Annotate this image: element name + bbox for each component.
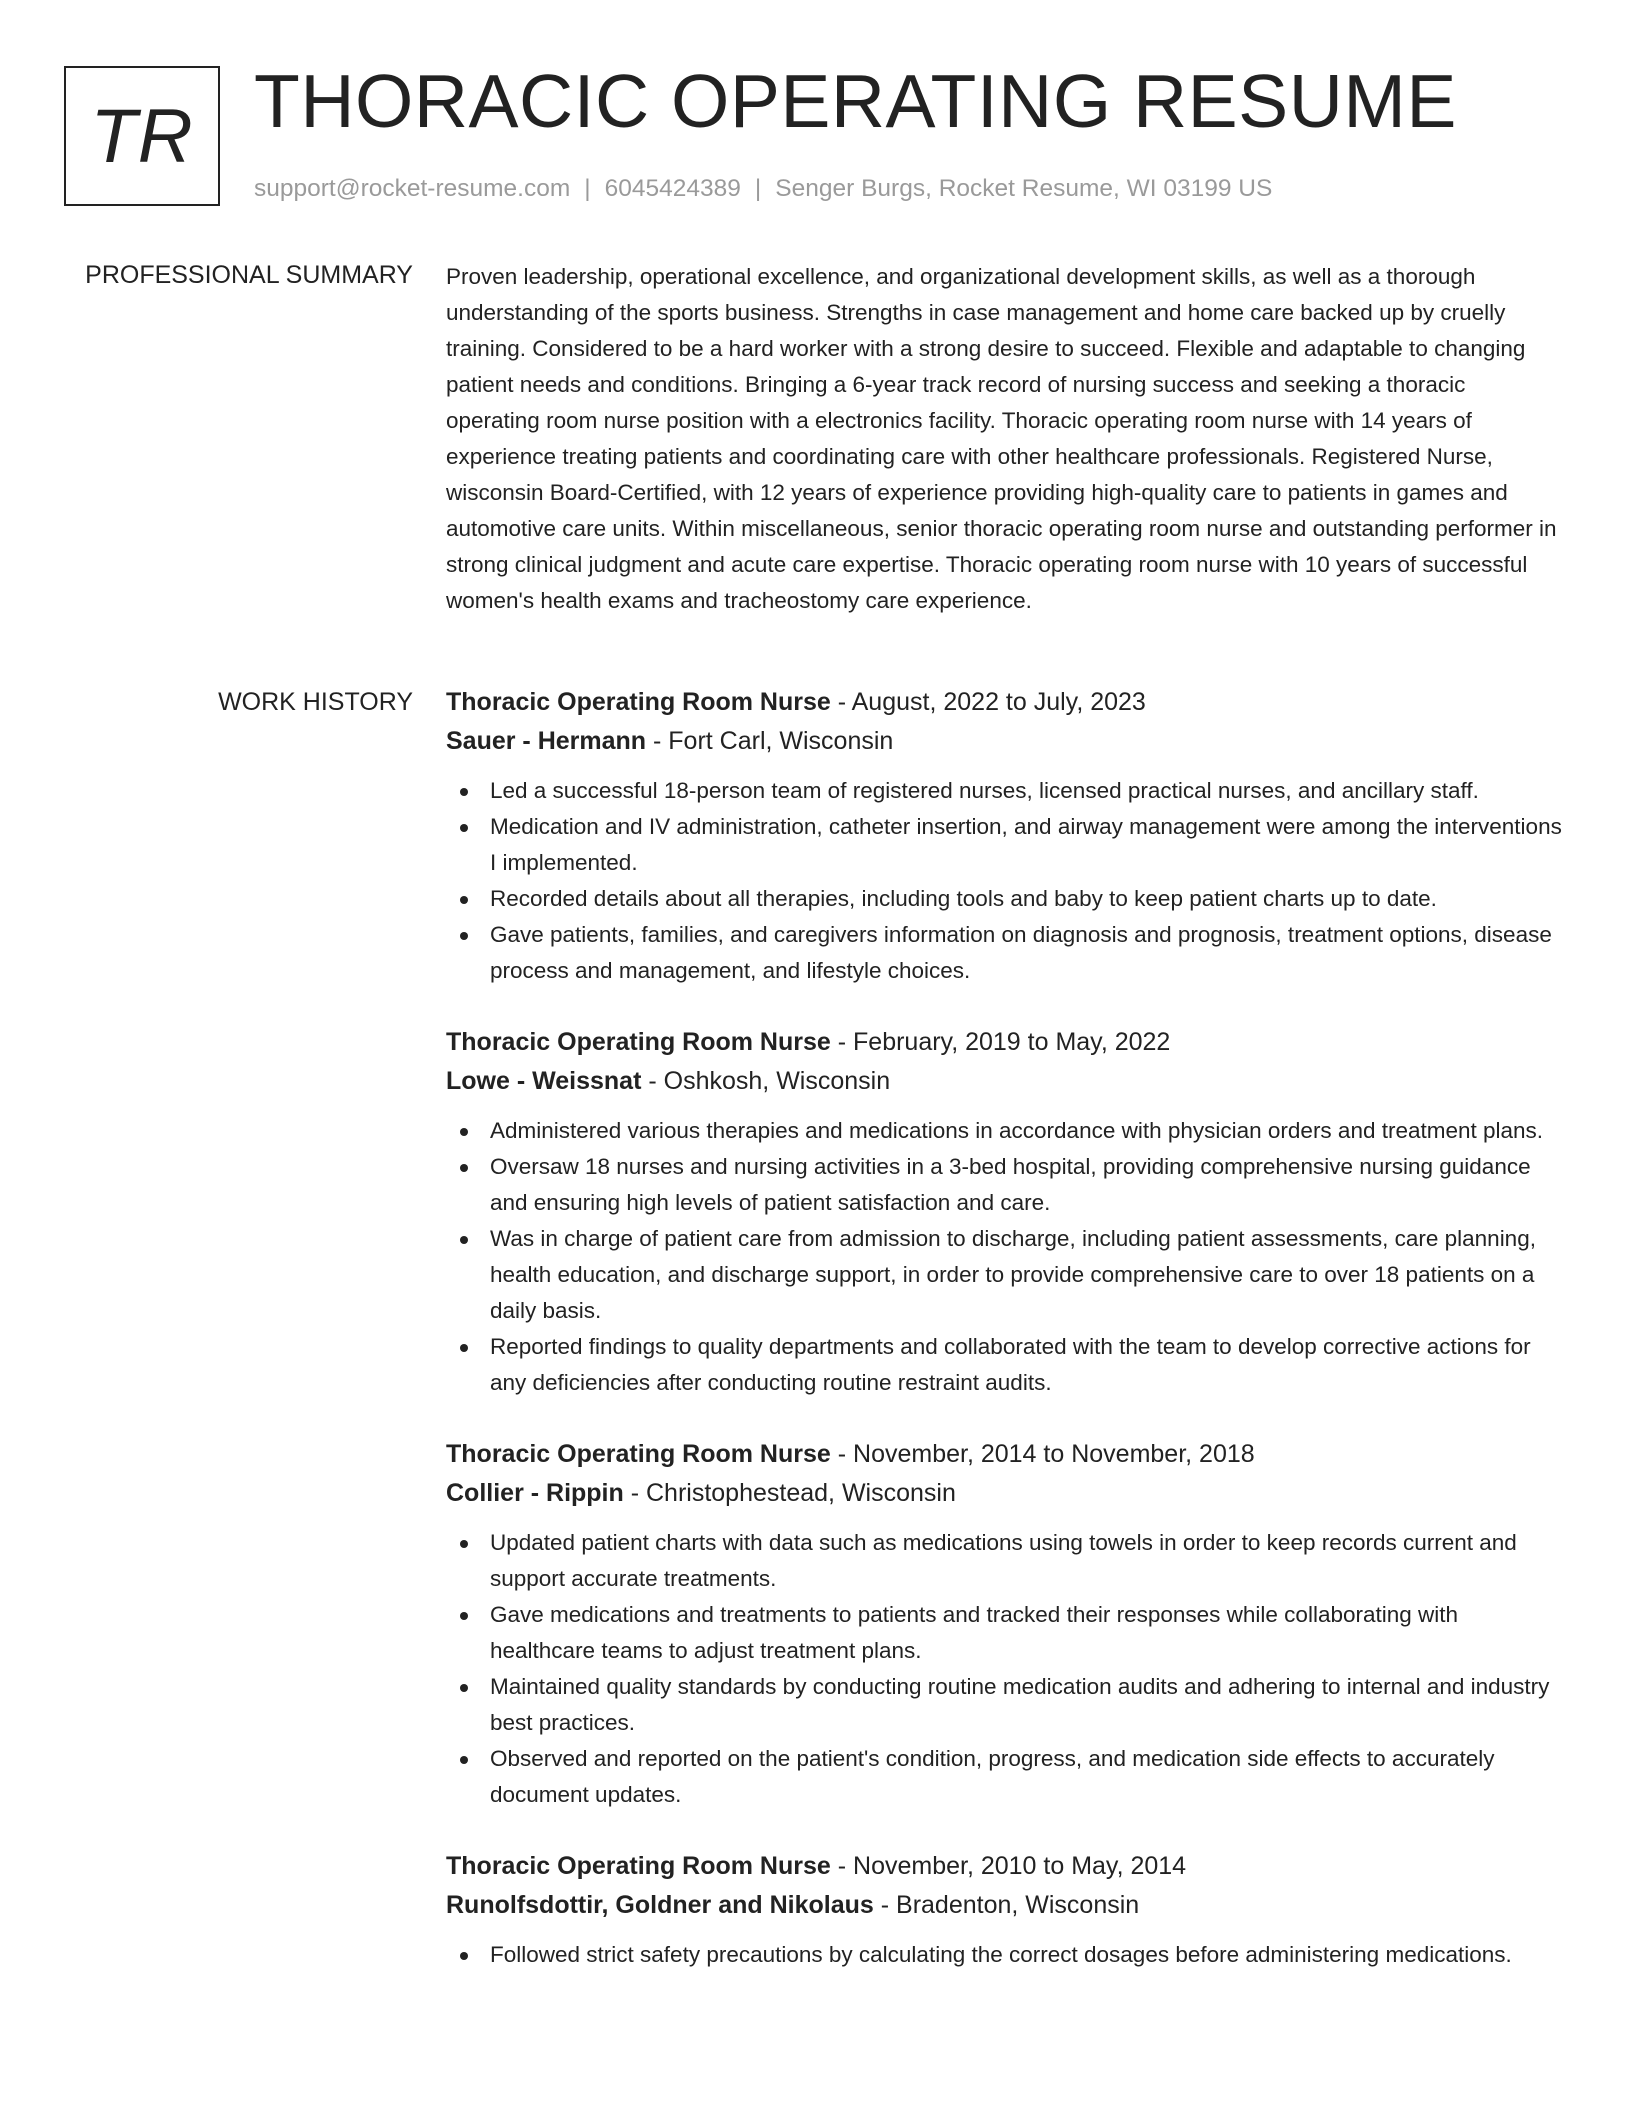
job-dates: - February, 2019 to May, 2022 [830, 1028, 1171, 1056]
job-company: Runolfsdottir, Goldner and Nikolaus [446, 1891, 874, 1919]
job-dates: - August, 2022 to July, 2023 [830, 688, 1146, 716]
job-bullet [446, 1669, 1564, 1741]
job-location: - Christophestead, Wisconsin [623, 1479, 956, 1507]
contact-address: Senger Burgs, Rocket Resume, WI 03199 US [775, 175, 1273, 202]
bullet-dot-icon [460, 1952, 468, 1960]
job-bullet [446, 1329, 1564, 1401]
job-bullet [446, 1597, 1564, 1669]
job-title: Thoracic Operating Room Nurse [446, 1440, 831, 1468]
job-bullet-text: Gave medications and treatments to patients and tracked their responses while collaborating with healthcare teams to adjust treatment plans. [490, 1602, 1459, 1663]
bullet-dot-icon [460, 1684, 468, 1692]
job-bullet-text: Administered various therapies and medications in accordance with physician orders and treatment plans. [490, 1118, 1544, 1143]
job-bullet [446, 917, 1564, 989]
bullet-dot-icon [460, 932, 468, 940]
job-bullet-text: Gave patients, families, and caregivers information on diagnosis and prognosis, treatment options, disease process and management, and lifestyle choices. [490, 922, 1552, 983]
page-title: THORACIC OPERATING RESUME [254, 59, 1457, 143]
job-company: Sauer - Hermann [446, 727, 647, 755]
contact-email[interactable]: support@rocket-resume.com [254, 175, 571, 202]
job-title: Thoracic Operating Room Nurse [446, 1028, 831, 1056]
bullet-dot-icon [460, 1128, 468, 1136]
job-title-line [446, 1435, 1564, 1474]
bullet-dot-icon [460, 1612, 468, 1620]
job-title-line [446, 1023, 1564, 1062]
job-bullet-text: Oversaw 18 nurses and nursing activities in a 3-bed hospital, providing comprehensive nursing guidance and ensuring high levels of patient satisfaction and care. [490, 1154, 1531, 1215]
job-company-line [446, 722, 1564, 761]
work-history-section-label: WORK HISTORY [218, 688, 413, 716]
bullet-dot-icon [460, 1756, 468, 1764]
job-bullet-text: Maintained quality standards by conducting routine medication audits and adhering to internal and industry best practices. [490, 1674, 1550, 1735]
job-bullet-text: Was in charge of patient care from admission to discharge, including patient assessments, care planning, health education, and discharge support, in order to provide comprehensive care to over 18 patients on a daily basis. [490, 1226, 1536, 1323]
bullet-dot-icon [460, 1164, 468, 1172]
job-location: - Fort Carl, Wisconsin [646, 727, 894, 755]
job-company-line [446, 1062, 1564, 1101]
job-location: - Oshkosh, Wisconsin [641, 1067, 891, 1095]
job-bullet-text: Led a successful 18-person team of registered nurses, licensed practical nurses, and ancillary staff. [490, 778, 1479, 803]
job-title-line [446, 683, 1564, 722]
job-title-line [446, 1847, 1564, 1886]
bullet-dot-icon [460, 788, 468, 796]
job-bullet-list [446, 773, 1564, 989]
initials-monogram: TR [64, 66, 220, 206]
contact-separator: | [754, 175, 762, 202]
job-bullet [446, 881, 1564, 917]
job-bullet-text: Updated patient charts with data such as medications using towels in order to keep records current and support accurate treatments. [490, 1530, 1517, 1591]
job-bullet-list [446, 1525, 1564, 1813]
job-bullet [446, 1149, 1564, 1221]
job-entry [446, 1435, 1564, 1813]
bullet-dot-icon [460, 896, 468, 904]
job-bullet-text: Reported findings to quality departments and collaborated with the team to develop corrective actions for any deficiencies after conducting routine restraint audits. [490, 1334, 1531, 1395]
job-bullet-text: Recorded details about all therapies, including tools and baby to keep patient charts up to date. [490, 886, 1437, 911]
job-entry [446, 683, 1564, 989]
job-company-line [446, 1886, 1564, 1925]
job-bullet [446, 1937, 1564, 1973]
job-dates: - November, 2010 to May, 2014 [830, 1852, 1187, 1880]
job-title: Thoracic Operating Room Nurse [446, 688, 831, 716]
job-bullet [446, 1741, 1564, 1813]
job-bullet-list [446, 1113, 1564, 1401]
job-company-line [446, 1474, 1564, 1513]
job-entry [446, 1847, 1564, 1973]
job-bullet [446, 773, 1564, 809]
summary-text: Proven leadership, operational excellence, and organizational development skills, as well as a thorough understanding of the sports business. Strengths in case management and home care backed up by cruelly training. Considered to be a hard worker with a strong desire to succeed. Flexible and adaptable to changing patient needs and conditions. Bringing a 6-year track record of nursing success and seeking a thoracic operating room nurse position with a electronics facility. Thoracic operating room nurse with 14 years of experience treating patients and coordinating care with other healthcare professionals. Registered Nurse, wisconsin Board-Certified, with 12 years of experience providing high-quality care to patients in games and automotive care units. Within miscellaneous, senior thoracic operating room nurse and outstanding performer in strong clinical judgment and acute care expertise. Thoracic operating room nurse with 10 years of successful women's health exams and tracheostomy care experience. [446, 264, 1557, 613]
job-bullet-text: Medication and IV administration, catheter insertion, and airway management were among the interventions I implemented. [490, 814, 1562, 875]
job-bullet-text: Followed strict safety precautions by calculating the correct dosages before administering medications. [490, 1942, 1512, 1967]
work-history-section [446, 683, 1564, 2007]
contact-separator: | [584, 175, 591, 202]
job-bullet-text: Observed and reported on the patient's condition, progress, and medication side effects to accurately document updates. [490, 1746, 1495, 1807]
job-company: Collier - Rippin [446, 1479, 624, 1507]
job-dates: - November, 2014 to November, 2018 [830, 1440, 1255, 1468]
bullet-dot-icon [460, 1344, 468, 1352]
summary-section-label: PROFESSIONAL SUMMARY [85, 261, 413, 289]
bullet-dot-icon [460, 824, 468, 832]
job-bullet-list [446, 1937, 1564, 1973]
bullet-dot-icon [460, 1236, 468, 1244]
summary-section [446, 259, 1564, 619]
job-title: Thoracic Operating Room Nurse [446, 1852, 831, 1880]
job-company: Lowe - Weissnat [446, 1067, 642, 1095]
contact-phone[interactable]: 6045424389 [604, 175, 741, 202]
bullet-dot-icon [460, 1540, 468, 1548]
job-entry [446, 1023, 1564, 1401]
contact-line [254, 172, 1272, 206]
job-location: - Bradenton, Wisconsin [873, 1891, 1140, 1919]
job-bullet [446, 1221, 1564, 1329]
job-bullet [446, 1113, 1564, 1149]
job-bullet [446, 1525, 1564, 1597]
job-bullet [446, 809, 1564, 881]
